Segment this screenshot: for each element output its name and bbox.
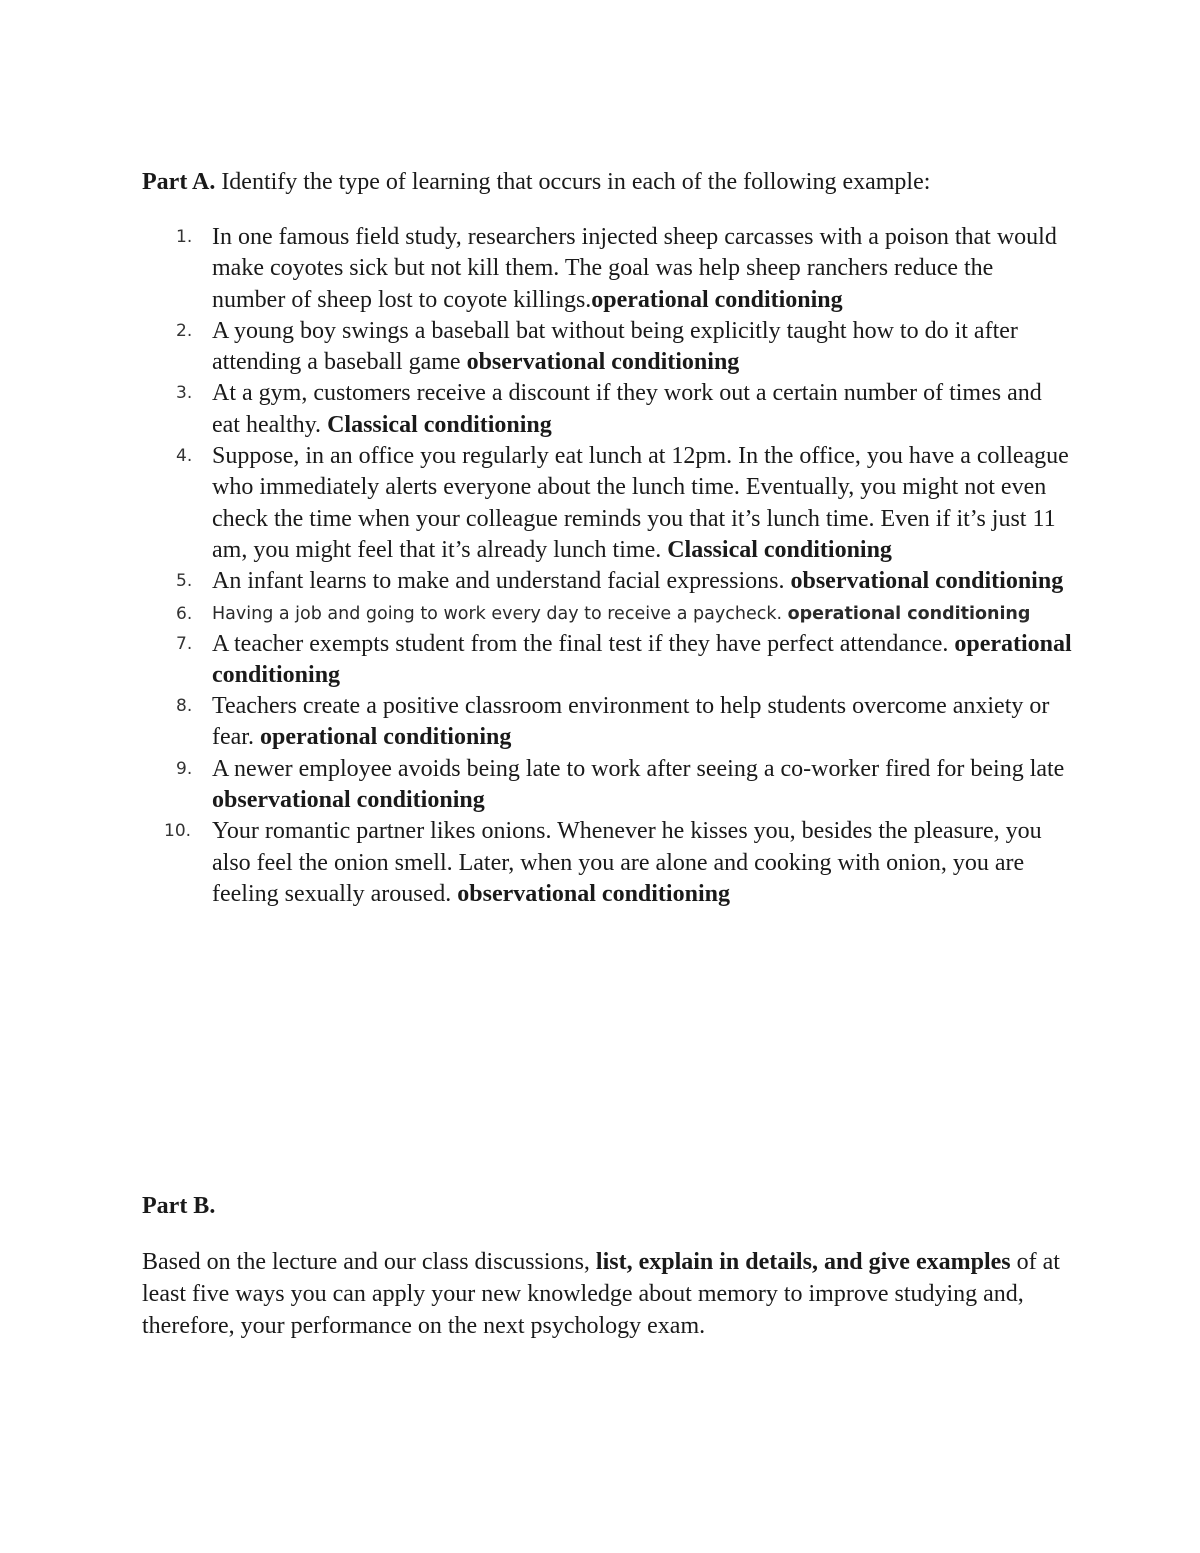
question-item bbox=[142, 378, 1072, 441]
question-item bbox=[142, 754, 1072, 817]
question-number: 9. bbox=[176, 758, 193, 779]
question-text: A young boy swings a baseball bat without being explicitly taught how to do it after attending a baseball game bbox=[212, 317, 1018, 376]
question-answer: observational conditioning bbox=[457, 880, 730, 907]
question-text: Having a job and going to work every day to receive a paycheck. bbox=[212, 603, 788, 624]
question-item bbox=[142, 629, 1072, 692]
question-text: Suppose, in an office you regularly eat lunch at 12pm. In the office, you have a colleague who immediately alerts everyone about the lunch time. Eventually, you might not even check the time when your colleague reminds you that it’s lunch time. Even if it’s just 11 am, you might feel that it’s already lunch time. bbox=[212, 443, 1069, 563]
question-list bbox=[142, 222, 1072, 910]
question-text: A teacher exempts student from the final test if they have perfect attendance. bbox=[212, 630, 955, 657]
question-item bbox=[142, 316, 1072, 379]
question-number: 3. bbox=[176, 383, 193, 404]
question-text: At a gym, customers receive a discount if they work out a certain number of times and eat healthy. bbox=[212, 380, 1042, 438]
question-answer: observational conditioning bbox=[466, 349, 740, 376]
question-answer: operational conditioning bbox=[212, 630, 1072, 688]
question-number: 5. bbox=[176, 571, 193, 592]
question-item bbox=[142, 441, 1072, 566]
part-b-body-bold: list, explain in details, and give examples bbox=[595, 1249, 1011, 1275]
question-text: In one famous field study, researchers injected sheep carcasses with a poison that would make coyotes sick but not kill them. The goal was help sheep ranchers reduce the number of sheep lost to coyote killings. bbox=[212, 224, 1057, 313]
question-item bbox=[142, 222, 1072, 316]
question-answer: Classical conditioning bbox=[327, 411, 552, 438]
question-number: 4. bbox=[176, 446, 193, 467]
question-answer: observational conditioning bbox=[212, 787, 485, 814]
question-text: An infant learns to make and understand facial expressions. bbox=[212, 568, 791, 595]
question-number: 7. bbox=[176, 633, 193, 654]
part-a-intro bbox=[142, 166, 1102, 198]
part-b-body bbox=[142, 1246, 1062, 1342]
part-a-label: Part A. bbox=[142, 169, 216, 195]
question-answer: operational conditioning bbox=[259, 724, 512, 751]
question-answer: operational conditioning bbox=[787, 603, 1031, 624]
question-item bbox=[142, 816, 1072, 910]
question-item bbox=[142, 598, 1072, 629]
part-b-heading: Part B. bbox=[142, 1193, 216, 1219]
question-text: A newer employee avoids being late to work after seeing a co-worker fired for being late bbox=[212, 755, 1065, 782]
question-number: 2. bbox=[176, 320, 193, 341]
part-a-instruction: Identify the type of learning that occurs in each of the following example: bbox=[215, 169, 931, 195]
question-number: 1. bbox=[176, 227, 193, 247]
question-number: 10. bbox=[164, 821, 192, 842]
question-item bbox=[142, 691, 1072, 754]
question-answer: operational conditioning bbox=[591, 286, 843, 313]
question-item bbox=[142, 566, 1072, 597]
question-answer: Classical conditioning bbox=[667, 536, 892, 563]
question-answer: observational conditioning bbox=[790, 568, 1064, 595]
question-number: 6. bbox=[176, 603, 193, 624]
part-b-body-after: of at least five ways you can apply your new knowledge about memory to improve studying and, therefore, your performance on the next psychology exam. bbox=[142, 1249, 1060, 1339]
question-text: Teachers create a positive classroom environment to help students overcome anxiety or fear. bbox=[212, 693, 1050, 751]
question-number: 8. bbox=[176, 696, 193, 717]
question-text: Your romantic partner likes onions. Whenever he kisses you, besides the pleasure, you also feel the onion smell. Later, when you are alone and cooking with onion, you are feeling sexually aroused. bbox=[212, 818, 1042, 907]
part-b-body-before: Based on the lecture and our class discussions, bbox=[142, 1249, 596, 1275]
